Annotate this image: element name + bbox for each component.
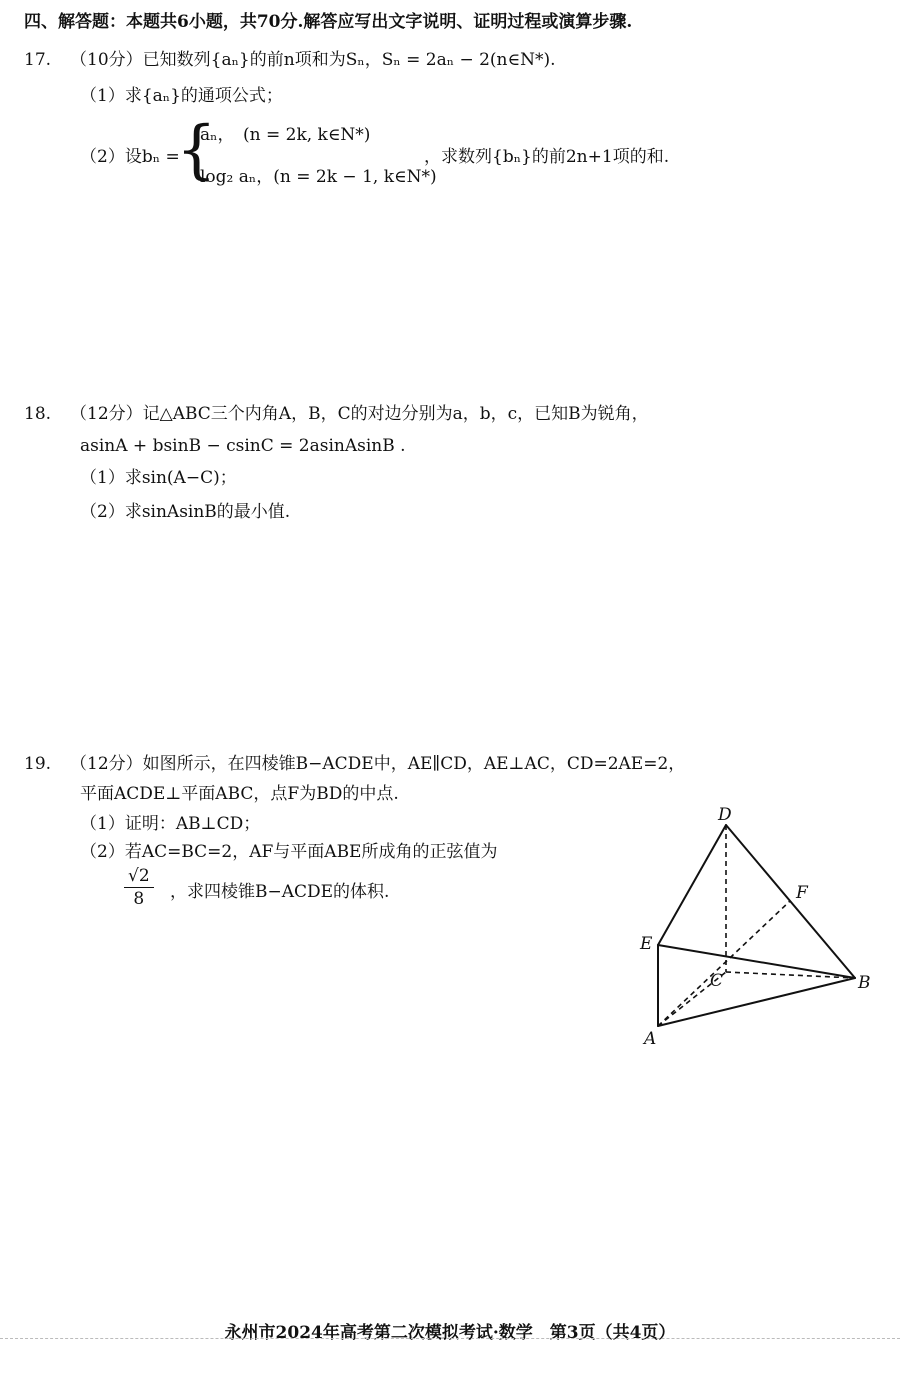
label-A: A	[644, 1029, 657, 1049]
q17-case1: aₙ， (n = 2k, k∈N*)	[200, 125, 371, 145]
edge-DB	[726, 825, 855, 978]
sqrt2-over-8-fraction	[124, 866, 154, 909]
q17-case2: log₂ aₙ，(n = 2k − 1, k∈N*)	[200, 167, 437, 187]
fraction-numerator: √2	[124, 866, 154, 888]
label-D: D	[718, 805, 732, 825]
q18-stem: （12分）记△ABC三个内角A，B，C的对边分别为a，b，c，已知B为锐角，	[70, 404, 649, 424]
q19-number: 19.	[24, 754, 52, 774]
q18-part1: （1）求sin(A−C)；	[80, 468, 237, 488]
q17-part2-tail: ，求数列{bₙ}的前2n+1项的和.	[424, 147, 670, 167]
q17-number: 17.	[24, 50, 52, 70]
label-C: C	[710, 971, 724, 991]
label-F: F	[796, 883, 808, 903]
page-footer: 永州市2024年高考第二次模拟考试·数学 第3页（共4页）	[224, 1323, 676, 1343]
q17-stem: （10分）已知数列{aₙ}的前n项和为Sₙ，Sₙ = 2aₙ − 2(n∈N*).	[70, 50, 556, 70]
q18-part2: （2）求sinAsinB的最小值.	[80, 502, 291, 522]
q18-stem-equation: asinA + bsinB − csinC = 2asinAsinB .	[80, 436, 406, 456]
edge-DE	[658, 825, 726, 945]
q17-part1: （1）求{aₙ}的通项公式；	[80, 86, 283, 106]
pyramid-figure	[630, 800, 880, 1050]
q17-part2-lead: （2）设bₙ =	[80, 147, 180, 167]
q19-stem: （12分）如图所示，在四棱锥B−ACDE中，AE∥CD，AE⊥AC，CD=2AE=2，	[70, 754, 686, 774]
fraction-denominator: 8	[133, 889, 145, 909]
piecewise-brace: {	[176, 113, 217, 187]
q18-number: 18.	[24, 404, 52, 424]
label-E: E	[640, 934, 653, 954]
footer-divider	[0, 1338, 900, 1339]
section-heading: 四、解答题：本题共6小题，共70分.解答应写出文字说明、证明过程或演算步骤.	[24, 12, 633, 32]
q19-stem2: 平面ACDE⊥平面ABC，点F为BD的中点.	[80, 784, 399, 804]
q19-part2: （2）若AC=BC=2，AF与平面ABE所成角的正弦值为	[80, 842, 498, 862]
q19-part2-tail: ，求四棱锥B−ACDE的体积.	[170, 882, 390, 902]
q19-part1: （1）证明：AB⊥CD；	[80, 814, 261, 834]
label-B: B	[858, 973, 871, 993]
